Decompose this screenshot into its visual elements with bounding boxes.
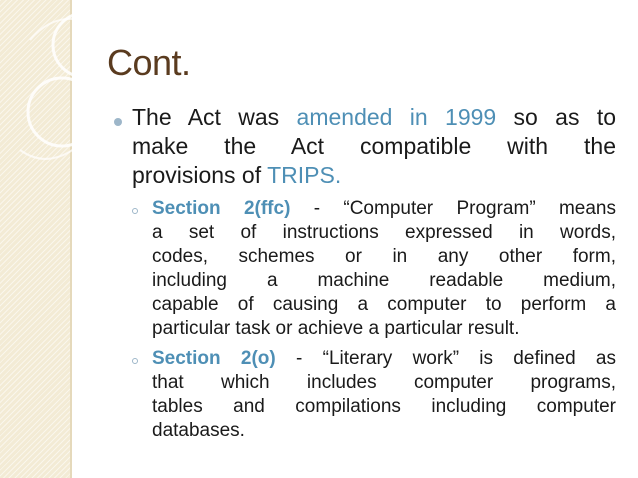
sub-bullet-line xyxy=(152,197,616,221)
definition-text: capable of causing a computer to perform a xyxy=(152,294,616,315)
sub-bullet-line xyxy=(152,347,616,371)
body-text: make the Act compatible with the xyxy=(132,133,616,159)
sub-bullet-line xyxy=(152,293,616,317)
sub-bullet-line xyxy=(152,221,616,245)
sub-bullet-text xyxy=(152,197,616,341)
definition-text: tables and compilations including computer xyxy=(152,396,616,417)
body-text: provisions of xyxy=(132,162,268,188)
sub-bullet-line xyxy=(152,245,616,269)
sub-bullet-marker xyxy=(132,208,138,214)
definition-text: including a machine readable medium, xyxy=(152,270,616,291)
sub-bullet-line xyxy=(152,317,616,341)
sub-bullet-line xyxy=(152,269,616,293)
definition-text: codes, schemes or in any other form, xyxy=(152,246,616,267)
decorative-swirl-graphic xyxy=(0,0,140,200)
section-reference: Section 2(o) xyxy=(152,348,276,369)
definition-text: a set of instructions expressed in words, xyxy=(152,222,616,243)
highlighted-text: amended in 1999 xyxy=(296,104,497,130)
highlighted-text: TRIPS. xyxy=(267,162,342,188)
definition-text: that which includes computer programs, xyxy=(152,372,616,393)
sub-bullet-marker xyxy=(132,358,138,364)
definition-text: - “Computer Program” means xyxy=(290,198,616,219)
main-bullet-line xyxy=(132,103,616,132)
bullet-marker xyxy=(114,118,122,126)
definition-text: databases. xyxy=(152,420,245,441)
sub-bullet-line xyxy=(152,395,616,419)
sub-bullet-text xyxy=(152,347,616,443)
slide-title: Cont. xyxy=(107,42,191,83)
main-bullet-line xyxy=(132,132,616,161)
body-text: so as to xyxy=(496,104,616,130)
sub-bullet-line xyxy=(152,371,616,395)
sub-bullet-line xyxy=(152,419,616,443)
definition-text: - “Literary work” is defined as xyxy=(275,348,616,369)
body-text: The Act was xyxy=(132,104,297,130)
main-bullet-line xyxy=(132,161,616,190)
section-reference: Section 2(ffc) xyxy=(152,198,291,219)
definition-text: particular task or achieve a particular result. xyxy=(152,318,520,339)
main-bullet-text xyxy=(132,103,616,190)
